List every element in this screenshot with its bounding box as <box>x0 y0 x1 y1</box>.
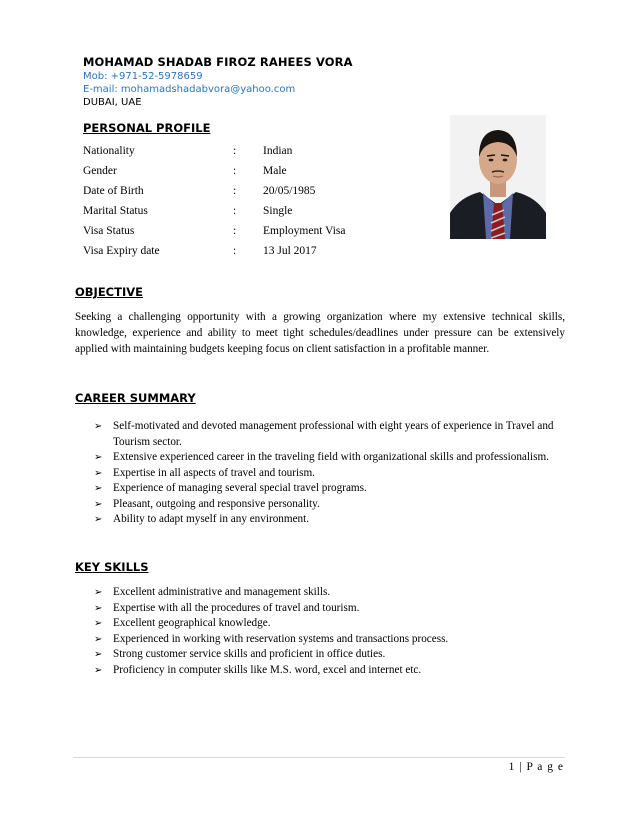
arrowhead-bullet-icon: ➢ <box>94 421 103 432</box>
list-item-text: Experience of managing several special travel programs. <box>113 482 367 494</box>
email-address: E-mail: mohamadshadabvora@yahoo.com <box>83 84 296 95</box>
profile-row-marital-status <box>83 205 383 225</box>
profile-row-visa-status <box>83 225 383 245</box>
list-item <box>94 512 574 528</box>
list-item-text: Expertise with all the procedures of travel and tourism. <box>113 601 360 614</box>
list-item <box>94 450 574 466</box>
profile-photo <box>450 115 546 239</box>
list-item <box>94 585 574 601</box>
profile-row-visa-expiry <box>83 245 383 265</box>
profile-value: Male <box>263 165 287 177</box>
candidate-name: MOHAMAD SHADAB FIROZ RAHEES VORA <box>83 55 353 69</box>
list-item-text: Strong customer service skills and proficient in office duties. <box>113 648 386 660</box>
profile-separator: : <box>233 145 237 157</box>
arrowhead-bullet-icon: ➢ <box>94 633 103 645</box>
personal-profile-table <box>83 145 383 265</box>
list-item <box>94 616 574 632</box>
career-summary-heading: CAREER SUMMARY <box>75 391 196 405</box>
list-item <box>94 601 574 617</box>
profile-label: Visa Status <box>83 225 135 237</box>
list-item-text: Expertise in all aspects of travel and tourism. <box>113 466 315 479</box>
list-item-text: Ability to adapt myself in any environment. <box>113 513 310 525</box>
objective-paragraph: Seeking a challenging opportunity with a growing organization where my extensive technical skills, knowledge, experience and ability to meet tight schedules/deadlines under pressure can be extensively applied with maintaining budgets keeping focus on client satisfaction in a profitable manner. <box>75 311 565 355</box>
key-skills-list <box>94 585 574 678</box>
list-item-text: Excellent geographical knowledge. <box>113 617 271 629</box>
footer-divider <box>73 757 565 758</box>
profile-value: Single <box>263 205 293 217</box>
profile-separator: : <box>233 205 237 217</box>
list-item-text: Excellent administrative and management skills. <box>113 586 331 598</box>
profile-separator: : <box>233 185 237 197</box>
career-summary-list <box>94 419 574 528</box>
profile-separator: : <box>233 245 237 257</box>
profile-label: Nationality <box>83 145 135 157</box>
list-item-text: Experienced in working with reservation systems and transactions process. <box>113 632 449 645</box>
personal-profile-heading: PERSONAL PROFILE <box>83 121 211 135</box>
location: DUBAI, UAE <box>83 97 142 108</box>
page-number: 1 | P a g e <box>508 761 564 773</box>
list-item <box>94 647 574 663</box>
profile-label: Date of Birth <box>83 185 144 197</box>
profile-value: 13 Jul 2017 <box>263 245 317 257</box>
profile-row-gender <box>83 165 383 185</box>
profile-label: Gender <box>83 165 117 177</box>
portrait-illustration <box>450 115 546 239</box>
profile-separator: : <box>233 165 237 177</box>
list-item <box>94 632 574 648</box>
profile-value: Indian <box>263 145 293 157</box>
key-skills-heading: KEY SKILLS <box>75 560 149 574</box>
arrowhead-bullet-icon: ➢ <box>94 649 103 660</box>
list-item <box>94 466 574 482</box>
list-item-text: Proficiency in computer skills like M.S. word, excel and internet etc. <box>113 663 422 676</box>
profile-value: 20/05/1985 <box>263 185 316 197</box>
profile-label: Marital Status <box>83 205 148 217</box>
list-item-text: Extensive experienced career in the traveling field with organizational skills and professionalism. <box>113 451 549 463</box>
mobile-number: Mob: +971-52-5978659 <box>83 71 203 82</box>
arrowhead-bullet-icon: ➢ <box>94 483 103 494</box>
list-item-text: Pleasant, outgoing and responsive personality. <box>113 497 320 510</box>
list-item-text: Self-motivated and devoted management professional with eight years of experience in Travel and Tourism sector. <box>113 420 554 448</box>
profile-separator: : <box>233 225 237 237</box>
arrowhead-bullet-icon: ➢ <box>94 498 103 510</box>
arrowhead-bullet-icon: ➢ <box>94 618 103 629</box>
list-item <box>94 419 574 450</box>
profile-value: Employment Visa <box>263 225 346 237</box>
profile-row-date-of-birth <box>83 185 383 205</box>
list-item <box>94 663 574 679</box>
profile-row-nationality <box>83 145 383 165</box>
arrowhead-bullet-icon: ➢ <box>94 664 103 676</box>
arrowhead-bullet-icon: ➢ <box>94 587 103 598</box>
list-item <box>94 481 574 497</box>
arrowhead-bullet-icon: ➢ <box>94 467 103 479</box>
objective-heading: OBJECTIVE <box>75 285 143 299</box>
arrowhead-bullet-icon: ➢ <box>94 514 103 525</box>
arrowhead-bullet-icon: ➢ <box>94 452 103 463</box>
arrowhead-bullet-icon: ➢ <box>94 602 103 614</box>
list-item <box>94 497 574 513</box>
profile-label: Visa Expiry date <box>83 245 160 257</box>
